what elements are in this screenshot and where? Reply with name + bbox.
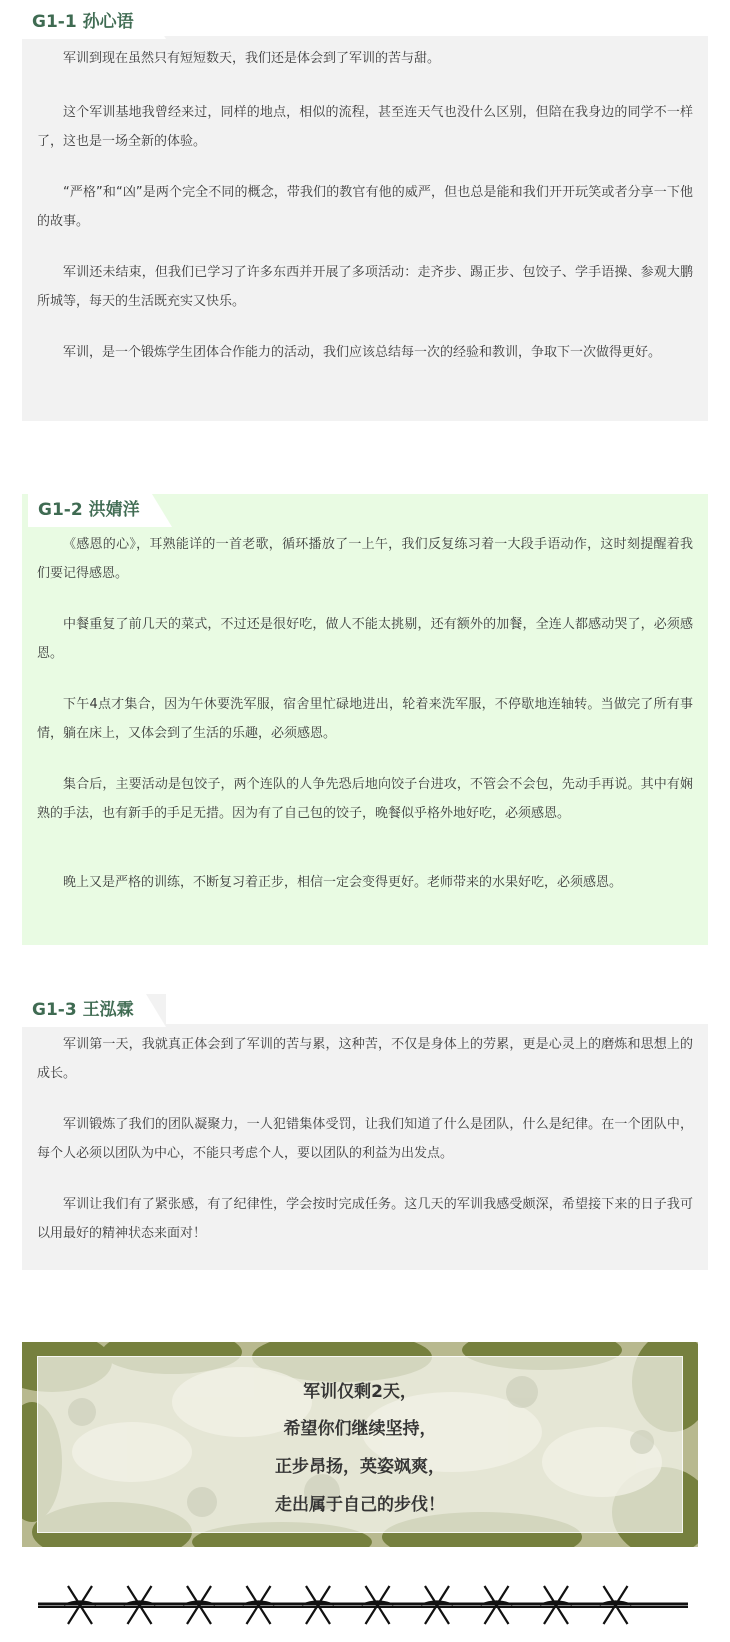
diary-paragraph: 军训，是一个锻炼学生团体合作能力的活动，我们应该总结每一次的经验和教训，争取下一次做得更好。 — [63, 345, 662, 360]
banner-line: 希望你们继续坚持， — [283, 1419, 437, 1439]
diary-paragraph: “严格”和“凶”是两个完全不同的概念，带我们的教官有他的威严，但也总是能和我们开开玩笑或者分享一下他的故事。 — [37, 185, 693, 229]
banner-line: 正步昂扬，英姿飒爽， — [275, 1457, 445, 1477]
diary-paragraph: 军训第一天，我就真正体会到了军训的苦与累，这种苦，不仅是身体上的劳累，更是心灵上的磨炼和思想上的成长。 — [37, 1037, 693, 1081]
diary-box — [22, 1024, 708, 1270]
diary-section-g1-3 — [22, 994, 708, 1270]
section-title: G1-2 洪婧洋 — [28, 494, 152, 527]
section-title: G1-3 王泓霖 — [22, 994, 146, 1027]
diary-paragraph: 中餐重复了前几天的菜式，不过还是很好吃，做人不能太挑剔，还有额外的加餐，全连人都感动哭了，必须感恩。 — [37, 617, 693, 661]
camouflage-banner — [22, 1342, 698, 1547]
diary-box — [22, 494, 708, 945]
section-title: G1-1 孙心语 — [22, 6, 146, 39]
diary-box — [22, 36, 708, 421]
banner-panel — [37, 1356, 683, 1533]
diary-paragraph: 晚上又是严格的训练，不断复习着正步，相信一定会变得更好。老师带来的水果好吃，必须感恩。 — [63, 875, 623, 890]
diary-section-g1-2 — [22, 494, 708, 945]
barbed-wire-divider — [38, 1580, 688, 1630]
diary-paragraph: 军训到现在虽然只有短短数天，我们还是体会到了军训的苦与甜。 — [63, 51, 441, 66]
diary-paragraph: 集合后，主要活动是包饺子，两个连队的人争先恐后地向饺子台进攻，不管会不会包，先动手再说。其中有娴熟的手法，也有新手的手足无措。因为有了自己包的饺子，晚餐似乎格外地好吃，必须感恩。 — [37, 777, 693, 821]
diary-paragraph: 下午4点才集合，因为午休要洗军服，宿舍里忙碌地进出，轮着来洗军服，不停歇地连轴转。当做完了所有事情，躺在床上，又体会到了生活的乐趣，必须感恩。 — [37, 697, 693, 741]
banner-line: 走出属于自己的步伐！ — [275, 1495, 445, 1515]
diary-paragraph: 这个军训基地我曾经来过，同样的地点，相似的流程，甚至连天气也没什么区别，但陪在我身边的同学不一样了，这也是一场全新的体验。 — [37, 105, 693, 149]
diary-paragraph: 军训让我们有了紧张感，有了纪律性，学会按时完成任务。这几天的军训我感受颇深，希望接下来的日子我可以用最好的精神状态来面对！ — [37, 1197, 693, 1241]
diary-section-g1-1 — [22, 6, 708, 421]
diary-paragraph: 《感恩的心》，耳熟能详的一首老歌，循环播放了一上午，我们反复练习着一大段手语动作，这时刻提醒着我们要记得感恩。 — [37, 537, 693, 581]
banner-line: 军训仅剩2天， — [303, 1382, 417, 1402]
diary-paragraph: 军训锻炼了我们的团队凝聚力，一人犯错集体受罚，让我们知道了什么是团队，什么是纪律。在一个团队中，每个人必须以团队为中心，不能只考虑个人，要以团队的利益为出发点。 — [37, 1117, 693, 1161]
diary-paragraph: 军训还未结束，但我们已学习了许多东西并开展了多项活动：走齐步、踢正步、包饺子、学手语操、参观大鹏所城等，每天的生活既充实又快乐。 — [37, 265, 693, 309]
barbed-wire-icon — [38, 1580, 688, 1630]
